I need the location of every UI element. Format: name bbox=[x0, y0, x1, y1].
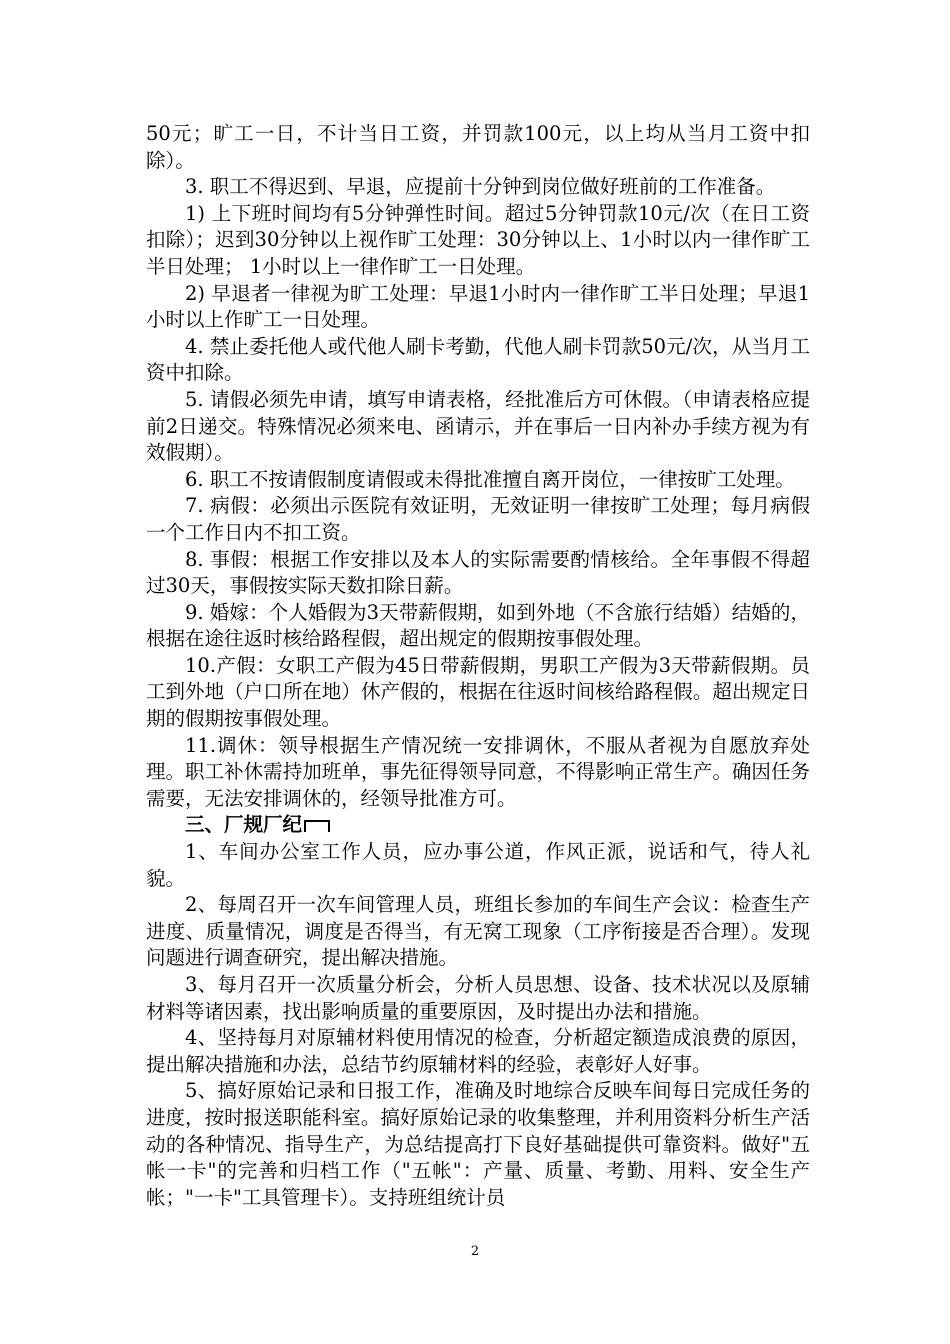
paragraph: 3、每月召开一次质量分析会，分析人员思想、设备、技术状况以及原辅材料等诸因素，找出影响质量的重要原因，及时提出办法和措施。 bbox=[146, 973, 810, 1023]
paragraph: 2) 早退者一律视为旷工处理：早退1小时内一律作旷工半日处理；早退1小时以上作旷工一日处理。 bbox=[146, 281, 810, 332]
paragraph: 1、车间办公室工作人员，应办事公道，作风正派，说话和气，待人礼貌。 bbox=[146, 840, 810, 890]
section-heading bbox=[146, 812, 810, 839]
section-heading-text: 三、厂规厂纪 bbox=[185, 813, 303, 837]
paragraph: 8. 事假：根据工作安排以及本人的实际需要酌情核给。全年事假不得超过30天，事假按实际天数扣除日薪。 bbox=[146, 547, 810, 598]
paragraph: 4、坚持每月对原辅材料使用情况的检查，分析超定额造成浪费的原因，提出解决措施和办法，总结节约原辅材料的经验，表彰好人好事。 bbox=[146, 1026, 810, 1076]
paragraph: 7. 病假：必须出示医院有效证明，无效证明一律按旷工处理；每月病假一个工作日内不扣工资。 bbox=[146, 494, 810, 544]
paragraph: 11.调休：领导根据生产情况统一安排调休，不服从者视为自愿放弃处理。职工补休需持加班单，事先征得领导同意，不得影响正常生产。确因任务需要，无法安排调休的，经领导批准方可。 bbox=[146, 733, 810, 810]
paragraph: 3. 职工不得迟到、早退，应提前十分钟到岗位做好班前的工作准备。 bbox=[185, 175, 776, 199]
paragraph: 4. 禁止委托他人或代他人刷卡考勤，代他人刷卡罚款50元/次，从当月工资中扣除。 bbox=[146, 334, 810, 385]
paragraph: 1) 上下班时间均有5分钟弹性时间。超过5分钟罚款10元/次（在日工资扣除）；迟到30分钟以上视作旷工处理：30分钟以上、1小时以内一律作旷工半日处理； 1小时以上一律作旷工一日处理。 bbox=[146, 201, 810, 278]
paragraph: 9. 婚嫁：个人婚假为3天带薪假期，如到外地（不含旅行结婚）结婚的，根据在途往返时核给路程假，超出规定的假期按事假处理。 bbox=[146, 600, 810, 651]
format-mark-icon bbox=[304, 820, 330, 832]
paragraph: 2、每周召开一次车间管理人员，班组长参加的车间生产会议：检查生产进度、质量情况，调度是否得当，有无窝工现象（工序衔接是否合理）。发现问题进行调查研究，提出解决措施。 bbox=[146, 893, 810, 970]
paragraph: 50元；旷工一日，不计当日工资，并罚款100元，以上均从当月工资中扣除）。 bbox=[146, 122, 810, 172]
paragraph: 5、搞好原始记录和日报工作，准确及时地综合反映车间每日完成任务的进度，按时报送职能科室。搞好原始记录的收集整理，并利用资料分析生产活动的各种情况、指导生产，为总结提高打下良好基础提供可靠资料。做好"五帐一卡"的完善和归档工作（"五帐"：产量、质量、考勤、用料、安全生产帐；"一卡"工具管理卡）。支持班组统计员 bbox=[146, 1079, 810, 1209]
page-number: 2 bbox=[470, 1244, 480, 1259]
paragraph: 5. 请假必须先申请，填写申请表格，经批准后方可休假。（申请表格应提前2日递交。特殊情况必须来电、函请示，并在事后一日内补办手续方视为有效假期）。 bbox=[146, 387, 810, 465]
paragraph: 6. 职工不按请假制度请假或未得批准擅自离开岗位，一律按旷工处理。 bbox=[185, 467, 795, 491]
paragraph: 10.产假：女职工产假为45日带薪假期，男职工产假为3天带薪假期。员工到外地（户口所在地）休产假的，根据在往返时间核给路程假。超出规定日期的假期按事假处理。 bbox=[146, 653, 810, 731]
document-body bbox=[146, 121, 810, 1211]
